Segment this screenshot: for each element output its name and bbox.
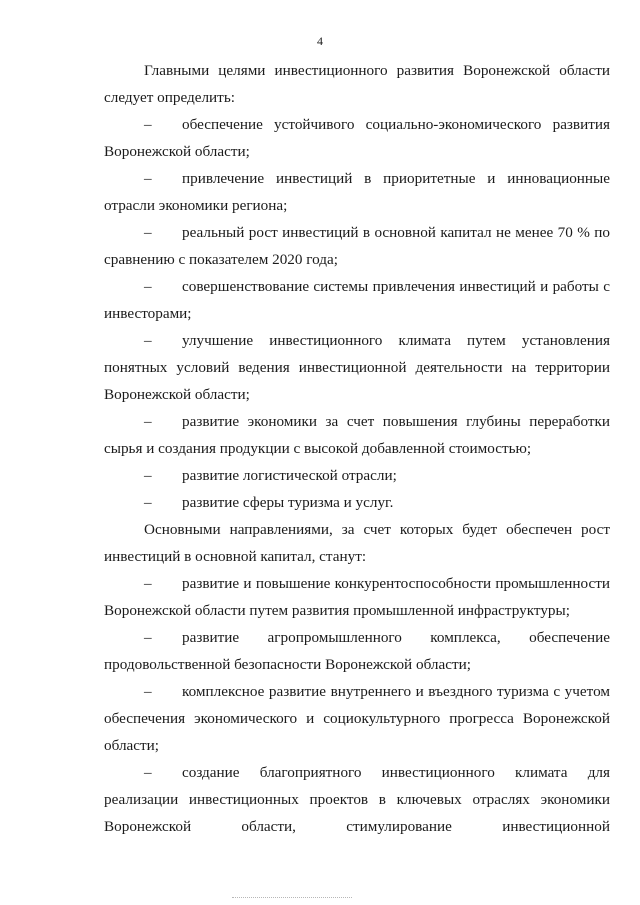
list-item-text: привлечение инвестиций в приоритетные и инновационные отрасли экономики региона; xyxy=(104,170,610,214)
dash-bullet: – xyxy=(144,575,152,592)
list-item-text: совершенствование системы привлечения инвестиций и работы с инвесторами; xyxy=(104,278,610,322)
list-item xyxy=(104,678,610,759)
list-item xyxy=(104,111,610,165)
scan-artifact-line xyxy=(232,897,352,898)
list-item xyxy=(104,759,610,840)
paragraph-intro-goals: Главными целями инвестиционного развития Воронежской области следует определить: xyxy=(104,62,610,106)
dash-bullet: – xyxy=(144,764,152,781)
list-item xyxy=(104,408,610,462)
dash-bullet: – xyxy=(144,494,152,511)
dash-bullet: – xyxy=(144,413,152,430)
dash-bullet: – xyxy=(144,116,152,133)
list-item xyxy=(104,570,610,624)
list-item-text: развитие логистической отрасли; xyxy=(182,467,397,484)
list-item-text: развитие и повышение конкурентоспособности промышленности Воронежской области путем развития промышленной инфраструктуры; xyxy=(104,575,610,619)
list-item xyxy=(104,624,610,678)
dash-bullet: – xyxy=(144,467,152,484)
list-item-text: реальный рост инвестиций в основной капитал не менее 70 % по сравнению с показателем 2020 года; xyxy=(104,224,610,268)
list-item-text: комплексное развитие внутреннего и въездного туризма с учетом обеспечения экономического и социокультурного прогресса Воронежской области; xyxy=(104,683,610,754)
dash-bullet: – xyxy=(144,224,152,241)
page-number: 4 xyxy=(317,34,323,48)
paragraph-intro-directions: Основными направлениями, за счет которых будет обеспечен рост инвестиций в основной капитал, станут: xyxy=(104,521,610,565)
dash-bullet: – xyxy=(144,170,152,187)
list-item xyxy=(104,219,610,273)
list-item xyxy=(104,273,610,327)
list-item-text: развитие экономики за счет повышения глубины переработки сырья и создания продукции с высокой добавленной стоимостью; xyxy=(104,413,610,457)
list-item-text: развитие агропромышленного комплекса, обеспечение продовольственной безопасности Воронежской области; xyxy=(104,629,610,673)
list-item xyxy=(104,489,610,516)
dash-bullet: – xyxy=(144,278,152,295)
list-item-text: развитие сферы туризма и услуг. xyxy=(182,494,394,511)
list-item-text: улучшение инвестиционного климата путем установления понятных условий ведения инвестиционной деятельности на территории Воронежской области; xyxy=(104,332,610,403)
dash-bullet: – xyxy=(144,332,152,349)
list-item xyxy=(104,462,610,489)
document-body xyxy=(104,57,610,840)
list-item xyxy=(104,165,610,219)
list-item-text: обеспечение устойчивого социально-экономического развития Воронежской области; xyxy=(104,116,610,160)
dash-bullet: – xyxy=(144,683,152,700)
dash-bullet: – xyxy=(144,629,152,646)
list-item-text: создание благоприятного инвестиционного климата для реализации инвестиционных проектов в ключевых отраслях экономики Воронежской области, стимулирование инвестиционной xyxy=(104,764,610,835)
list-item xyxy=(104,327,610,408)
